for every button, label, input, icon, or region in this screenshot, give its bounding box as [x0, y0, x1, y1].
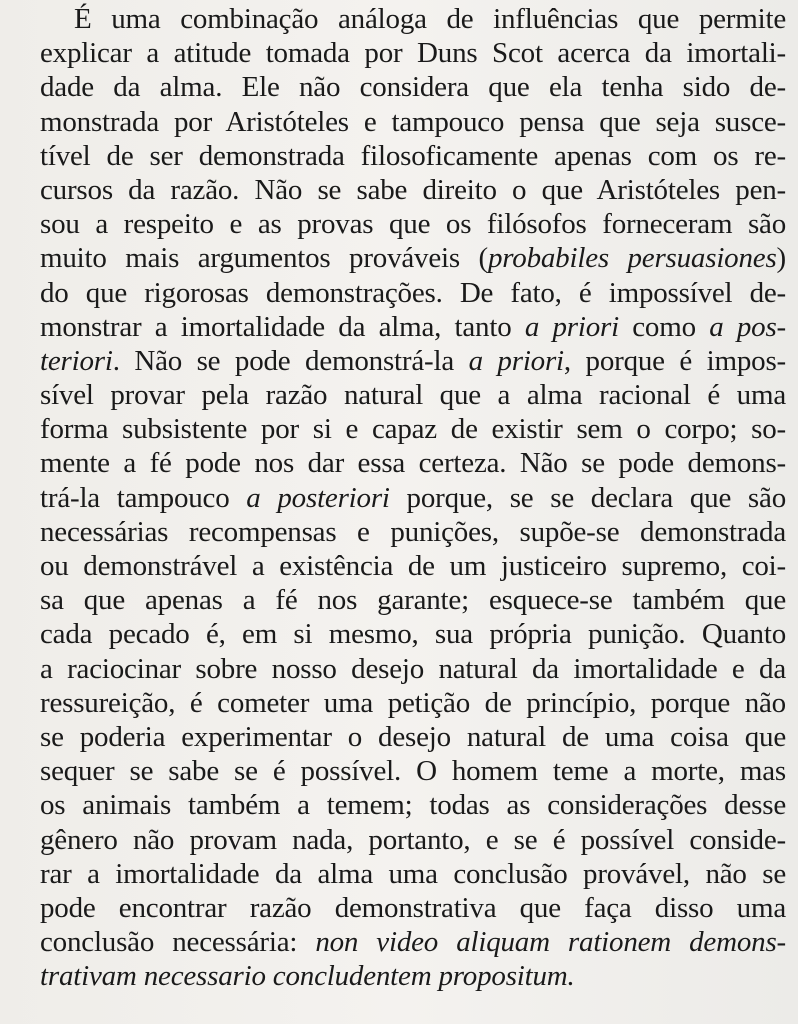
text-line [40, 549, 786, 583]
text-span: É uma combinação análoga de influências que permite [74, 3, 786, 35]
text-line-content [40, 310, 786, 344]
text-span: tível de ser demonstrada filosoficamente apenas com os re- [40, 139, 786, 172]
text-span: trá-la tampouco [40, 481, 247, 514]
text-span: a raciocinar sobre nosso desejo natural da imortalidade e da [40, 652, 786, 685]
text-line-content [40, 925, 786, 959]
text-line [40, 36, 786, 70]
text-span: porque, se se declara que são [389, 481, 786, 514]
text-line-content [40, 412, 786, 446]
text-line-content [40, 686, 786, 720]
text-span: ressureição, é cometer uma petição de princípio, porque não [40, 686, 786, 719]
italic-text: a posteriori [246, 481, 390, 514]
text-line-content [40, 754, 786, 788]
text-line [40, 583, 786, 617]
text-span: sequer se sabe se é possível. O homem teme a morte, mas [40, 755, 786, 788]
text-line [40, 891, 786, 925]
text-span: sou a respeito e as provas que os filósofos forneceram são [40, 208, 786, 241]
text-line [40, 481, 786, 515]
text-line [40, 959, 786, 993]
text-line [40, 857, 786, 891]
text-line [40, 378, 786, 412]
text-line [40, 925, 786, 959]
italic-text: teriori [40, 344, 113, 377]
text-line [40, 686, 786, 720]
text-line [40, 207, 786, 241]
text-span: ou demonstrável a existência de um justiceiro supremo, coi- [40, 550, 786, 582]
text-span: necessárias recompensas e punições, supõe-se demonstrada [40, 515, 786, 548]
text-line-content [40, 378, 786, 412]
text-line-content [40, 344, 786, 378]
text-line [40, 173, 786, 207]
text-line [40, 105, 786, 139]
text-line-content [40, 788, 786, 822]
text-line [40, 652, 786, 686]
text-line [40, 139, 786, 173]
italic-text: a priori [524, 310, 619, 343]
text-span: os animais também a temem; todas as considerações desse [40, 789, 786, 822]
text-line-content [40, 549, 786, 583]
text-span: ) [776, 242, 786, 275]
text-span: mente a fé pode nos dar essa certeza. Não se pode demons- [40, 447, 786, 480]
text-line-content [40, 207, 786, 241]
text-line [40, 310, 786, 344]
text-span: conclusão necessária: [40, 926, 316, 959]
text-line [40, 446, 786, 480]
text-line-content [40, 515, 786, 549]
italic-text: a pos- [709, 310, 786, 343]
text-line-content [40, 173, 786, 207]
text-line-content [40, 446, 786, 480]
text-span: monstrar a imortalidade da alma, tanto [40, 310, 525, 343]
text-line-content [40, 583, 786, 617]
text-line [40, 788, 786, 822]
text-line-content [40, 652, 786, 686]
text-span: cada pecado é, em si mesmo, sua própria punição. Quanto [40, 618, 786, 651]
text-span: monstrada por Aristóteles e tampouco pensa que seja susce- [40, 105, 786, 138]
text-line-content [40, 276, 786, 310]
text-span: rar a imortalidade da alma uma conclusão provável, não se [40, 857, 786, 890]
text-line-content [40, 857, 786, 891]
body-paragraph [40, 2, 786, 993]
text-line [40, 276, 786, 310]
text-line [40, 241, 786, 275]
text-line-content [40, 36, 786, 70]
text-line [40, 70, 786, 104]
text-span: dade da alma. Ele não considera que ela tenha sido de- [40, 71, 786, 104]
text-line [40, 823, 786, 857]
text-span: , porque é impos- [563, 344, 786, 377]
text-line-content [40, 959, 786, 993]
text-span: sa que apenas a fé nos garante; esquece-se também que [40, 584, 786, 617]
text-line [40, 344, 786, 378]
text-line [40, 412, 786, 446]
italic-text: probabiles persuasiones [487, 242, 777, 275]
text-line [40, 2, 786, 36]
text-line-content [40, 891, 786, 925]
text-line-content [40, 481, 786, 515]
text-span: pode encontrar razão demonstrativa que faça disso uma [40, 891, 786, 924]
italic-text: non video aliquam rationem demons- [315, 926, 786, 959]
text-span: como [618, 310, 710, 343]
text-line-content [40, 139, 786, 173]
text-line-content [40, 720, 786, 754]
text-span: . Não se pode demonstrá-la [112, 344, 469, 377]
text-line [40, 754, 786, 788]
text-line-content [40, 70, 786, 104]
text-line-content [40, 241, 786, 275]
italic-text: a priori [468, 344, 564, 377]
text-span: do que rigorosas demonstrações. De fato, é impossível de- [40, 276, 786, 309]
text-span: muito mais argumentos prováveis ( [40, 242, 488, 275]
text-line-content [40, 617, 786, 651]
text-line-content [40, 105, 786, 139]
text-span: cursos da razão. Não se sabe direito o que Aristóteles pen- [40, 173, 786, 206]
text-span: sível provar pela razão natural que a alma racional é uma [40, 379, 786, 412]
text-line [40, 515, 786, 549]
italic-text: trativam necessario concludentem propositum. [40, 960, 575, 993]
text-line [40, 720, 786, 754]
text-span: forma subsistente por si e capaz de existir sem o corpo; so- [40, 413, 786, 446]
text-line-content [74, 2, 786, 36]
text-line-content [40, 823, 786, 857]
text-span: se poderia experimentar o desejo natural de uma coisa que [40, 720, 786, 753]
text-span: gênero não provam nada, portanto, e se é possível conside- [40, 823, 786, 856]
text-line [40, 617, 786, 651]
text-span: explicar a atitude tomada por Duns Scot acerca da imortali- [40, 37, 786, 70]
